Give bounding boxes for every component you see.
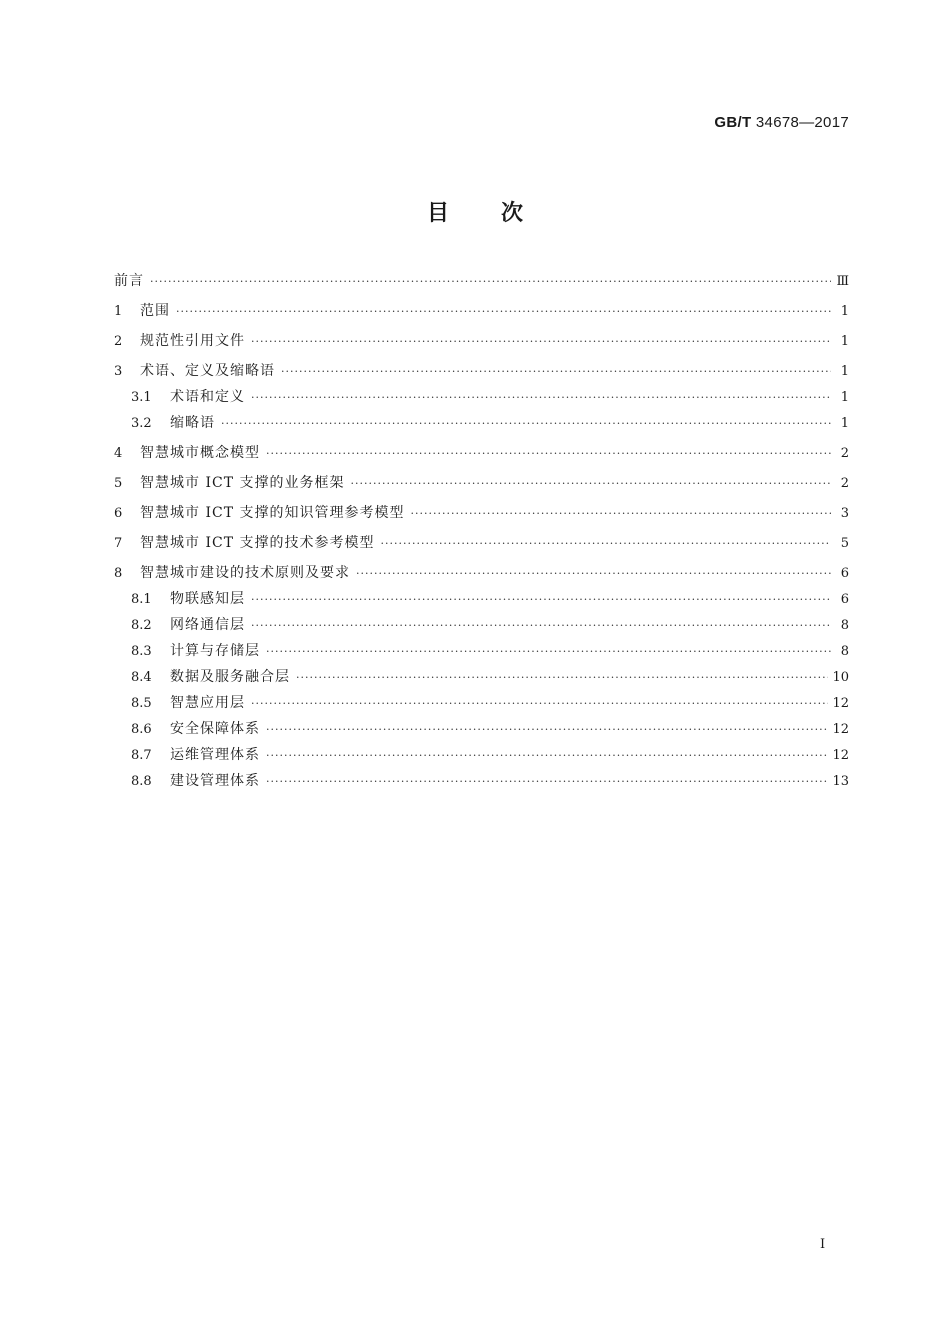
- toc-entry-number: 7: [114, 536, 123, 551]
- toc-entry-label: 智慧城市概念模型: [140, 445, 260, 461]
- toc-entry-page: 8: [840, 618, 849, 633]
- toc-entry-page: 12: [832, 748, 849, 763]
- toc-entry-page: 2: [840, 446, 849, 461]
- toc-leader-dots: [266, 721, 828, 739]
- toc-leader-dots: [410, 505, 831, 523]
- toc-entry-label: 运维管理体系: [170, 747, 260, 763]
- toc-entry[interactable]: [114, 474, 849, 493]
- toc-entry-page: 1: [840, 390, 849, 405]
- toc-entry-page: 8: [840, 644, 849, 659]
- toc-entry[interactable]: [114, 694, 849, 713]
- toc-entry-page: 1: [840, 416, 849, 431]
- toc-leader-dots: [350, 475, 831, 493]
- toc-entry-label: 智慧城市 ICT 支撑的业务框架: [140, 475, 345, 491]
- toc-entry-page: 2: [840, 476, 849, 491]
- toc-entry[interactable]: [114, 746, 849, 765]
- toc-leader-dots: [251, 389, 831, 407]
- standard-prefix: GB/T: [714, 114, 752, 131]
- toc-entry-number: 1: [114, 304, 123, 319]
- toc-entry[interactable]: [114, 534, 849, 553]
- toc-entry-number: 3.2: [131, 416, 152, 431]
- toc-entry[interactable]: [114, 388, 849, 407]
- toc-leader-dots: [281, 363, 831, 381]
- toc-entry-number: 8.6: [131, 722, 152, 737]
- toc-entry-label: 物联感知层: [170, 591, 245, 607]
- toc-entry-page: 6: [840, 566, 849, 581]
- toc-entry-label: 数据及服务融合层: [170, 669, 290, 685]
- toc-entry[interactable]: [114, 272, 849, 291]
- toc-entry[interactable]: [114, 504, 849, 523]
- toc-leader-dots: [251, 591, 831, 609]
- toc-entry-number: 8.1: [131, 592, 152, 607]
- toc-leader-dots: [356, 565, 831, 583]
- toc-entry-page: 1: [840, 304, 849, 319]
- toc-entry[interactable]: [114, 564, 849, 583]
- toc-entry-page: 1: [840, 334, 849, 349]
- standard-number: 34678—2017: [755, 114, 849, 131]
- toc-leader-dots: [266, 643, 831, 661]
- toc-entry-label: 建设管理体系: [170, 773, 260, 789]
- toc-entry-label: 智慧城市建设的技术原则及要求: [140, 565, 350, 581]
- toc-entry-number: 4: [114, 446, 123, 461]
- toc-entry-number: 3.1: [131, 390, 152, 405]
- toc-leader-dots: [150, 273, 831, 291]
- toc-entry-page: 3: [840, 506, 849, 521]
- toc-entry-number: 8.8: [131, 774, 152, 789]
- toc-entry-label: 网络通信层: [170, 617, 245, 633]
- toc-entry-label: 术语、定义及缩略语: [140, 363, 275, 379]
- toc-leader-dots: [251, 695, 828, 713]
- toc-entry[interactable]: [114, 642, 849, 661]
- toc-entry-number: 8.4: [131, 670, 152, 685]
- toc-entry-number: 2: [114, 334, 123, 349]
- toc-entry-number: 8.7: [131, 748, 152, 763]
- toc-entry-label: 计算与存储层: [170, 643, 260, 659]
- toc-entry-label: 缩略语: [170, 415, 215, 431]
- table-of-contents: [114, 272, 849, 791]
- toc-leader-dots: [266, 445, 831, 463]
- page-number: I: [820, 1237, 826, 1252]
- toc-leader-dots: [380, 535, 831, 553]
- toc-entry[interactable]: [114, 332, 849, 351]
- toc-entry-label: 智慧城市 ICT 支撑的技术参考模型: [140, 535, 375, 551]
- toc-entry-number: 3: [114, 364, 123, 379]
- toc-leader-dots: [176, 303, 831, 321]
- toc-entry-page: 6: [840, 592, 849, 607]
- toc-entry[interactable]: [114, 720, 849, 739]
- toc-entry[interactable]: [114, 616, 849, 635]
- toc-entry-page: 10: [832, 670, 849, 685]
- toc-entry[interactable]: [114, 772, 849, 791]
- toc-entry-label: 智慧城市 ICT 支撑的知识管理参考模型: [140, 505, 405, 521]
- toc-entry-page: Ⅲ: [836, 274, 849, 289]
- toc-entry[interactable]: [114, 362, 849, 381]
- toc-leader-dots: [296, 669, 828, 687]
- standard-code: [714, 114, 849, 131]
- toc-leader-dots: [251, 617, 831, 635]
- toc-entry-page: 13: [832, 774, 849, 789]
- toc-entry-number: 8.3: [131, 644, 152, 659]
- toc-entry[interactable]: [114, 302, 849, 321]
- toc-entry[interactable]: [114, 668, 849, 687]
- page-title: 目次: [426, 201, 575, 226]
- toc-entry[interactable]: [114, 590, 849, 609]
- toc-entry-number: 8: [114, 566, 123, 581]
- toc-entry-page: 5: [840, 536, 849, 551]
- toc-leader-dots: [266, 747, 828, 765]
- toc-entry-page: 12: [832, 696, 849, 711]
- toc-entry-label: 范围: [140, 303, 170, 319]
- toc-entry-number: 8.2: [131, 618, 152, 633]
- toc-entry-number: 5: [114, 476, 123, 491]
- toc-entry[interactable]: [114, 444, 849, 463]
- toc-entry-label: 安全保障体系: [170, 721, 260, 737]
- toc-entry-page: 1: [840, 364, 849, 379]
- toc-entry-number: 6: [114, 506, 123, 521]
- toc-entry-label: 术语和定义: [170, 389, 245, 405]
- toc-entry-label: 规范性引用文件: [140, 333, 245, 349]
- toc-entry-number: 8.5: [131, 696, 152, 711]
- toc-entry-page: 12: [832, 722, 849, 737]
- toc-leader-dots: [266, 773, 828, 791]
- toc-entry[interactable]: [114, 414, 849, 433]
- toc-leader-dots: [251, 333, 831, 351]
- toc-leader-dots: [221, 415, 831, 433]
- toc-entry-label: 智慧应用层: [170, 695, 245, 711]
- toc-entry-label: 前言: [114, 273, 144, 289]
